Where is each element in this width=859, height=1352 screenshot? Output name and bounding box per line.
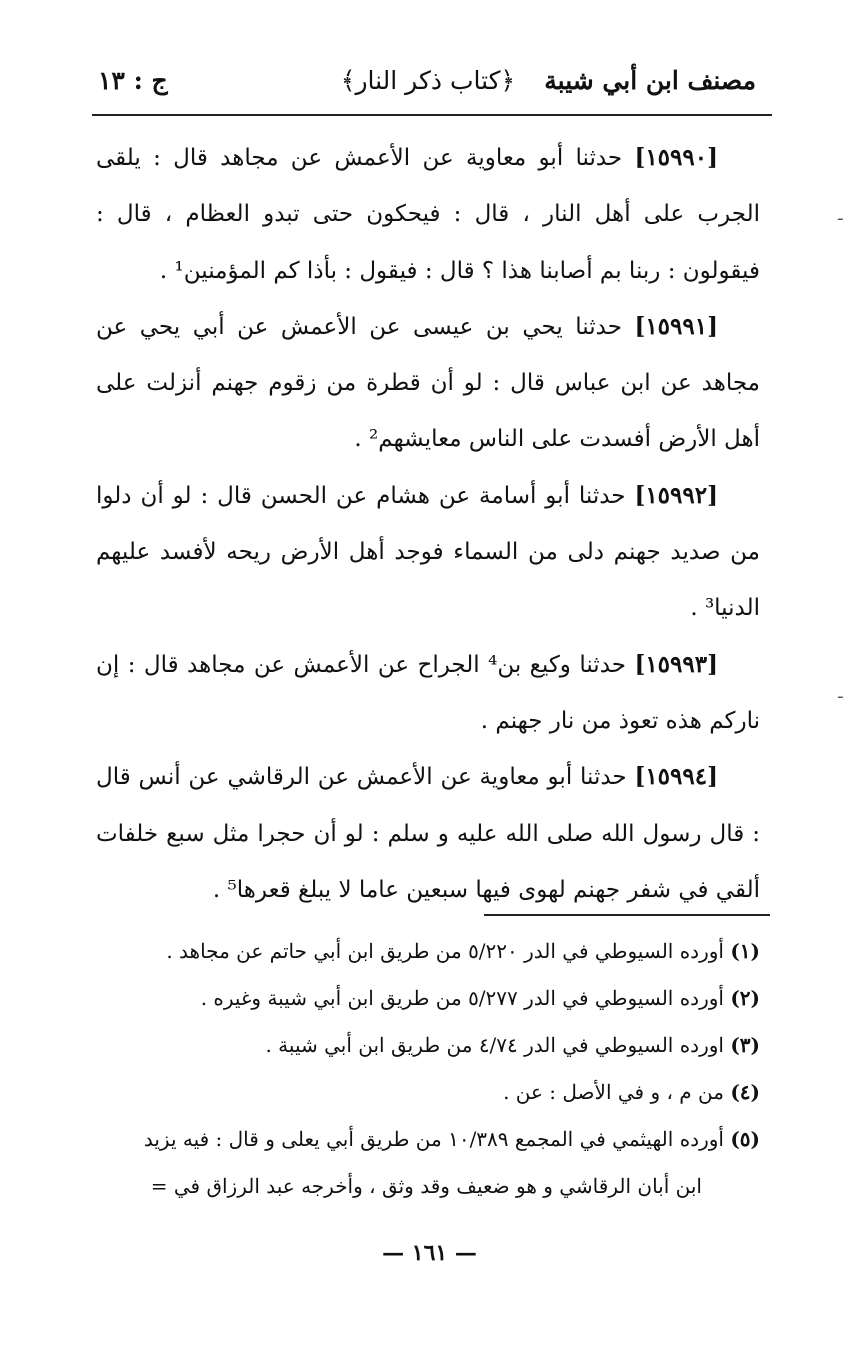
footnote-number: (٥) (730, 1127, 760, 1151)
footnote-text: من م ، و في الأصل : عن . (503, 1080, 731, 1104)
hadith-number: [١٥٩٩٣] (634, 650, 718, 678)
footnote-1 (96, 928, 760, 975)
footnote-text: أورده السيوطي في الدر ٥/٢٢٠ من طريق ابن أبي حاتم عن مجاهد . (166, 939, 731, 963)
footnote-number: (٣) (730, 1033, 760, 1057)
main-text (96, 130, 760, 918)
footnote-text: اورده السيوطي في الدر ٤/٧٤ من طريق ابن أبي شيبة . (265, 1033, 731, 1057)
hadith-15993 (96, 637, 760, 750)
hadith-text: حدثنا أبو أسامة عن هشام عن الحسن قال : لو أن دلوا من صديد جهنم دلى من السماء فوجد أهل الأرض ريحه لأفسد عليهم الدنيا³ . (96, 482, 760, 622)
hadith-number: [١٥٩٩٤] (634, 763, 718, 791)
running-header (88, 62, 768, 112)
footnote-number: (٢) (730, 986, 760, 1010)
footnote-4 (96, 1069, 760, 1116)
hadith-text: حدثنا أبو معاوية عن الأعمش عن مجاهد قال : يلقى الجرب على أهل النار ، قال : فيحكون حتى تبدو العظام ، قال : فيقولون : ربنا بم أصابنا هذا ؟ قال : فيقول : بأذا كم المؤمنين¹ . (96, 145, 760, 284)
hadith-text: حدثنا وكيع بن⁴ الجراح عن الأعمش عن مجاهد قال : إن ناركم هذه تعوذ من نار جهنم . (96, 651, 760, 734)
hadith-number: [١٥٩٩١] (634, 312, 718, 340)
footnote-2 (96, 975, 760, 1022)
hadith-number: [١٥٩٩٠] (634, 144, 718, 171)
footnote-5-continuation: ابن أبان الرقاشي و هو ضعيف وقد وثق ، وأخرجه عبد الرزاق في = (150, 1174, 702, 1198)
header-divider (92, 114, 772, 116)
page-number: — ١٦١ — (382, 1240, 477, 1266)
hadith-15992 (96, 468, 760, 637)
hadith-15994 (96, 749, 760, 918)
footnote-number: (١) (730, 939, 760, 963)
chapter-title: ﴿كتاب ذكر النار﴾ (340, 66, 516, 95)
hadith-15990 (96, 130, 760, 299)
book-title: مصنف ابن أبي شيبة (544, 66, 756, 95)
footnote-5 (96, 1116, 760, 1163)
volume-number: ج : ١٣ (98, 66, 168, 95)
margin-mark: ـ (838, 205, 843, 224)
hadith-text: حدثنا يحي بن عيسى عن الأعمش عن أبي يحي عن مجاهد عن ابن عباس قال : لو أن قطرة من زقوم جهنم أنزلت على أهل الأرض أفسدت على الناس معايشهم² . (96, 313, 760, 453)
footnote-number: (٤) (730, 1080, 760, 1104)
hadith-15991 (96, 299, 760, 468)
hadith-number: [١٥٩٩٢] (634, 481, 718, 509)
footnote-text: أورده السيوطي في الدر ٥/٢٧٧ من طريق ابن أبي شيبة وغيره . (200, 986, 731, 1010)
footnotes (96, 928, 760, 1210)
footnote-3 (96, 1022, 760, 1069)
footnote-text: أورده الهيثمي في المجمع ١٠/٣٨٩ من طريق أبي يعلى و قال : فيه يزيد (143, 1127, 731, 1151)
margin-mark: ـ (838, 683, 843, 702)
hadith-text: حدثنا أبو معاوية عن الأعمش عن الرقاشي عن أنس قال : قال رسول الله صلى الله عليه و سلم : لو أن حجرا مثل سبع خلفات ألقي في شفر جهنم لهوى فيها سبعين عاما لا يبلغ قعرها⁵ . (96, 764, 760, 903)
footnote-divider (484, 914, 770, 916)
